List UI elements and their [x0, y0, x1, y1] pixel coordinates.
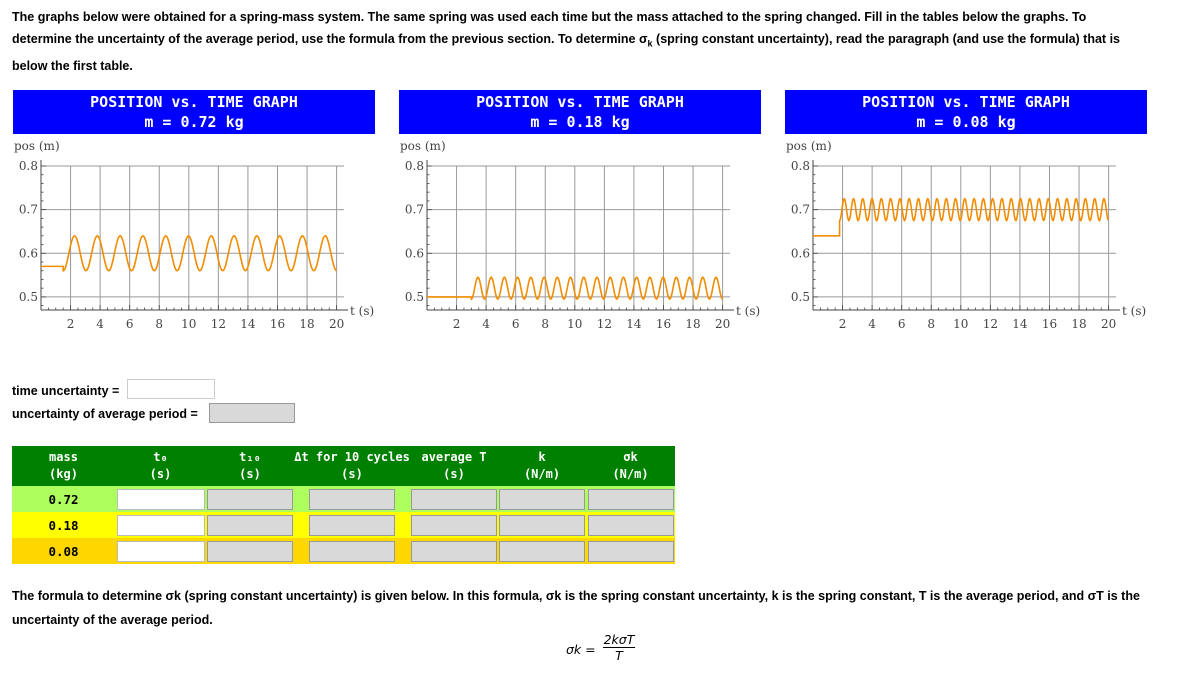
y-axis-label: pos (m) [786, 139, 832, 153]
instructions-line-3: below the first table. [12, 58, 133, 73]
x-tick-label: 18 [685, 317, 701, 331]
table-row [12, 512, 675, 538]
x-tick-label: 12 [210, 317, 227, 331]
header-t10: t₁₀ (s) [206, 446, 294, 486]
data-table [12, 446, 675, 564]
y-tick-label: 0.7 [404, 202, 424, 217]
graph-mass-label: m = 0.18 kg [530, 113, 630, 131]
time-uncertainty-label: time uncertainty = [12, 384, 120, 398]
average-t-input[interactable] [411, 541, 497, 562]
t0-input[interactable] [117, 541, 205, 562]
t0-input[interactable] [117, 515, 205, 536]
x-tick-label: 16 [655, 317, 672, 331]
mass-cell: 0.72 [48, 491, 79, 507]
table-row [12, 486, 675, 512]
y-tick-label: 0.8 [404, 159, 424, 173]
header-t0: t₀ (s) [115, 446, 206, 486]
x-tick-label: 8 [541, 317, 550, 331]
formula-explanation-line-1: The formula to determine σk (spring constant uncertainty) is given below. In this formula, σk is the spring constant uncertainty, k is the spring constant, T is the average period, and σT is the [12, 589, 1140, 603]
graph-title-1 [13, 90, 375, 134]
x-tick-label: 10 [181, 317, 197, 331]
sigma-k-input[interactable] [588, 515, 674, 536]
average-t-input[interactable] [411, 515, 497, 536]
y-tick-label: 0.6 [18, 246, 38, 261]
position-time-plot-2 [396, 136, 766, 336]
delta-t-input[interactable] [309, 541, 395, 562]
x-tick-label: 18 [299, 317, 315, 331]
x-tick-label: 18 [1071, 317, 1087, 331]
graph-title-3 [785, 90, 1147, 134]
graph-mass-label: m = 0.08 kg [916, 113, 1016, 131]
formula-explanation [12, 584, 1192, 632]
header-average-t: average T (s) [410, 446, 498, 486]
delta-t-input[interactable] [309, 489, 395, 510]
mass-cell: 0.08 [48, 543, 79, 559]
y-tick-label: 0.6 [790, 246, 810, 261]
x-tick-label: 14 [240, 317, 256, 331]
x-tick-label: 8 [927, 317, 936, 331]
table-row [12, 538, 675, 564]
t0-input[interactable] [117, 489, 205, 510]
k-input[interactable] [499, 515, 585, 536]
formula-denominator: T [615, 648, 623, 663]
t10-input[interactable] [207, 489, 293, 510]
header-mass: mass (kg) [12, 446, 115, 486]
x-tick-label: 4 [868, 317, 876, 331]
header-k: k (N/m) [498, 446, 586, 486]
x-tick-label: 12 [596, 317, 613, 331]
y-tick-label: 0.5 [18, 289, 38, 304]
formula-explanation-line-2: uncertainty of the average period. [12, 613, 213, 627]
x-tick-label: 4 [96, 317, 104, 331]
position-time-plot-3 [782, 136, 1152, 336]
delta-t-input[interactable] [309, 515, 395, 536]
formula-lhs: σk = [566, 642, 596, 657]
x-tick-label: 16 [1041, 317, 1058, 331]
x-tick-label: 8 [155, 317, 164, 331]
k-input[interactable] [499, 489, 585, 510]
formula-numerator: 2kσT [603, 632, 635, 647]
y-tick-label: 0.8 [18, 159, 38, 173]
y-tick-label: 0.5 [790, 289, 810, 304]
y-tick-label: 0.7 [18, 202, 38, 217]
graph-title-text: POSITION vs. TIME GRAPH [90, 93, 298, 111]
sigma-k-formula [566, 632, 635, 663]
period-uncertainty-input[interactable] [209, 403, 295, 423]
t10-input[interactable] [207, 515, 293, 536]
graph-title-2 [399, 90, 761, 134]
graph-title-text: POSITION vs. TIME GRAPH [476, 93, 684, 111]
x-tick-label: 14 [626, 317, 642, 331]
average-t-input[interactable] [411, 489, 497, 510]
x-tick-label: 20 [1100, 317, 1117, 331]
graph-title-text: POSITION vs. TIME GRAPH [862, 93, 1070, 111]
header-delta-t: Δt for 10 cycles (s) [294, 446, 410, 486]
x-tick-label: 20 [714, 317, 731, 331]
x-tick-label: 2 [452, 317, 461, 331]
x-tick-label: 10 [953, 317, 969, 331]
period-uncertainty-label: uncertainty of average period = [12, 407, 198, 421]
instructions [12, 6, 1187, 77]
y-tick-label: 0.8 [790, 159, 810, 173]
instructions-line-2: determine the uncertainty of the average period, use the formula from the previous section. To determine $\sigma_k$ (spring constant uncertainty), read the paragraph (and use the formula) that is [12, 32, 1120, 49]
x-tick-label: 14 [1012, 317, 1028, 331]
y-tick-label: 0.5 [404, 289, 424, 304]
sigma-k-input[interactable] [588, 489, 674, 510]
x-axis-label: t (s) [1122, 304, 1147, 318]
sigma-k-input[interactable] [588, 541, 674, 562]
k-input[interactable] [499, 541, 585, 562]
mass-cell: 0.18 [48, 517, 79, 533]
x-tick-label: 2 [66, 317, 75, 331]
x-axis-label: t (s) [350, 304, 375, 318]
time-uncertainty-input[interactable] [127, 379, 215, 399]
x-tick-label: 6 [897, 317, 906, 331]
x-axis-label: t (s) [736, 304, 761, 318]
x-tick-label: 16 [269, 317, 286, 331]
t10-input[interactable] [207, 541, 293, 562]
graph-mass-label: m = 0.72 kg [144, 113, 244, 131]
instructions-line-1: The graphs below were obtained for a spring-mass system. The same spring was used each time but the mass attached to the spring changed. Fill in the tables below the graphs. To [12, 10, 1087, 24]
y-axis-label: pos (m) [14, 139, 60, 153]
position-time-plot-1 [10, 136, 380, 336]
x-tick-label: 6 [511, 317, 520, 331]
x-tick-label: 2 [838, 317, 847, 331]
x-tick-label: 20 [328, 317, 345, 331]
header-sigma-k: σk (N/m) [586, 446, 675, 486]
y-axis-label: pos (m) [400, 139, 446, 153]
y-tick-label: 0.7 [790, 202, 810, 217]
x-tick-label: 4 [482, 317, 490, 331]
x-tick-label: 12 [982, 317, 999, 331]
y-tick-label: 0.6 [404, 246, 424, 261]
x-tick-label: 6 [125, 317, 134, 331]
x-tick-label: 10 [567, 317, 583, 331]
